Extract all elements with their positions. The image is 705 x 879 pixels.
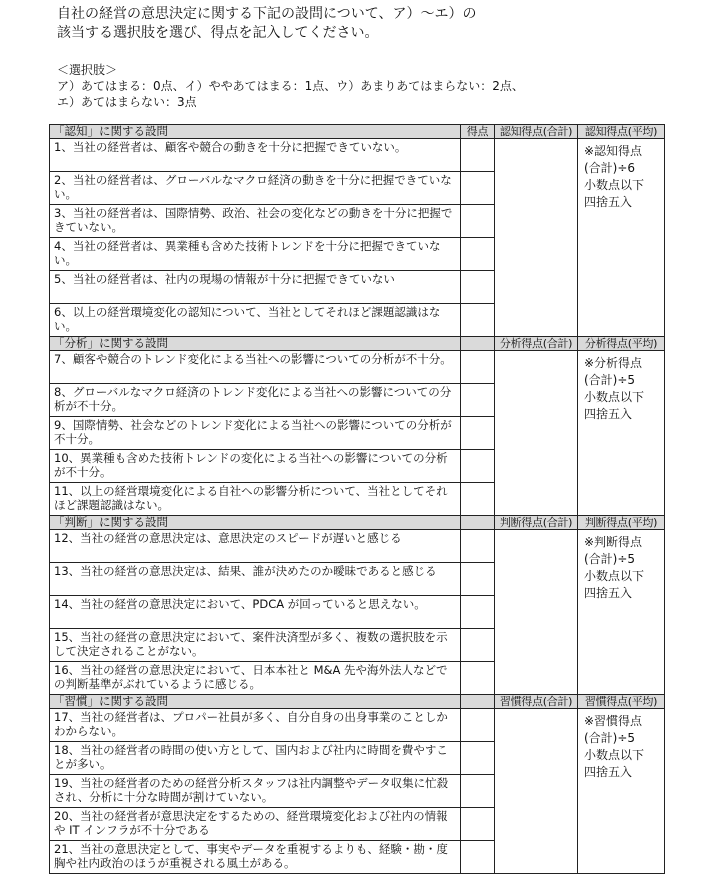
question-cell bbox=[50, 417, 461, 450]
calculation-note-line: 小数点以下 bbox=[584, 748, 645, 762]
total-score-cell[interactable] bbox=[495, 351, 578, 516]
choice-legend-line-2: エ）あてはまらない：3点 bbox=[57, 95, 197, 109]
question-cell bbox=[50, 139, 461, 172]
question-cell bbox=[50, 742, 461, 775]
calculation-note-line: (合計)÷5 bbox=[584, 731, 636, 745]
question-number: 18、 bbox=[54, 743, 81, 757]
question-number: 10、 bbox=[54, 451, 81, 465]
average-score-header: 認知得点(平均) bbox=[578, 125, 665, 139]
section-header-row bbox=[50, 695, 665, 709]
score-input-cell[interactable] bbox=[461, 596, 495, 629]
score-input-cell[interactable] bbox=[461, 530, 495, 563]
question-cell bbox=[50, 205, 461, 238]
question-cell bbox=[50, 530, 461, 563]
question-number: 3、 bbox=[54, 206, 73, 220]
question-cell bbox=[50, 775, 461, 808]
score-input-cell[interactable] bbox=[461, 304, 495, 337]
question-cell bbox=[50, 384, 461, 417]
question-number: 19、 bbox=[54, 776, 81, 790]
score-input-cell[interactable] bbox=[461, 483, 495, 516]
question-text: 当社の経営の意思決定は、意思決定のスピードが遅いと感じる bbox=[80, 531, 402, 545]
question-number: 6、 bbox=[54, 305, 73, 319]
total-score-header: 分析得点(合計) bbox=[495, 337, 578, 351]
questionnaire-table bbox=[49, 124, 665, 874]
question-cell bbox=[50, 172, 461, 205]
question-number: 20、 bbox=[54, 809, 81, 823]
question-text: 当社の経営の意思決定において、PDCA が回っていると思えない。 bbox=[80, 597, 426, 611]
score-input-cell[interactable] bbox=[461, 139, 495, 172]
calculation-note-line: 小数点以下 bbox=[584, 390, 645, 404]
score-input-cell[interactable] bbox=[461, 563, 495, 596]
score-input-cell[interactable] bbox=[461, 775, 495, 808]
section-label: 「認知」に関する設問 bbox=[50, 125, 461, 139]
score-column-header bbox=[461, 337, 495, 351]
average-score-cell[interactable] bbox=[578, 530, 665, 695]
score-column-header: 得点 bbox=[461, 125, 495, 139]
score-input-cell[interactable] bbox=[461, 841, 495, 874]
total-score-cell[interactable] bbox=[495, 530, 578, 695]
score-input-cell[interactable] bbox=[461, 742, 495, 775]
calculation-note-line: ※分析得点 bbox=[584, 356, 643, 370]
question-number: 7、 bbox=[54, 352, 73, 366]
instructions-line-2: 該当する選択肢を選び、得点を記入してください。 bbox=[57, 25, 379, 41]
score-input-cell[interactable] bbox=[461, 351, 495, 384]
score-input-cell[interactable] bbox=[461, 205, 495, 238]
question-cell bbox=[50, 596, 461, 629]
question-cell bbox=[50, 629, 461, 662]
score-input-cell[interactable] bbox=[461, 808, 495, 841]
average-score-cell[interactable] bbox=[578, 139, 665, 337]
section-header-row bbox=[50, 516, 665, 530]
question-cell bbox=[50, 808, 461, 841]
question-text: 当社の経営者は、プロパー社員が多く、自分自身の出身事業のことしかわからない。 bbox=[54, 710, 448, 738]
average-score-cell[interactable] bbox=[578, 351, 665, 516]
question-number: 14、 bbox=[54, 597, 81, 611]
average-score-header: 習慣得点(平均) bbox=[578, 695, 665, 709]
calculation-note bbox=[578, 530, 664, 602]
calculation-note bbox=[578, 709, 664, 781]
question-cell bbox=[50, 450, 461, 483]
calculation-note-line: 四捨五入 bbox=[584, 765, 633, 779]
question-number: 4、 bbox=[54, 239, 73, 253]
calculation-note-line: 四捨五入 bbox=[584, 195, 633, 209]
question-cell bbox=[50, 483, 461, 516]
question-cell bbox=[50, 351, 461, 384]
calculation-note-line: 小数点以下 bbox=[584, 569, 645, 583]
calculation-note-line: ※習慣得点 bbox=[584, 714, 643, 728]
question-text: 異業種も含めた技術トレンドの変化による当社への影響についての分析が不十分。 bbox=[54, 451, 448, 479]
calculation-note-line: 四捨五入 bbox=[584, 407, 633, 421]
score-input-cell[interactable] bbox=[461, 271, 495, 304]
question-cell bbox=[50, 238, 461, 271]
question-text: 以上の経営環境変化による自社への影響分析について、当社としてそれほど課題認識はない。 bbox=[54, 484, 448, 512]
calculation-note-line: (合計)÷5 bbox=[584, 552, 636, 566]
question-text: 顧客や競合のトレンド変化による当社への影響についての分析が不十分。 bbox=[72, 352, 452, 366]
score-input-cell[interactable] bbox=[461, 417, 495, 450]
calculation-note-line: 小数点以下 bbox=[584, 178, 645, 192]
question-cell bbox=[50, 662, 461, 695]
total-score-header: 判断得点(合計) bbox=[495, 516, 578, 530]
question-text: 当社の経営者は、異業種も含めた技術トレンドを十分に把握できていない。 bbox=[54, 239, 441, 267]
total-score-cell[interactable] bbox=[495, 139, 578, 337]
question-cell bbox=[50, 563, 461, 596]
total-score-header: 認知得点(合計) bbox=[495, 125, 578, 139]
score-column-header bbox=[461, 695, 495, 709]
question-text: 当社の経営者は、グローバルなマクロ経済の動きを十分に把握できていない。 bbox=[54, 173, 452, 201]
score-input-cell[interactable] bbox=[461, 172, 495, 205]
total-score-header: 習慣得点(合計) bbox=[495, 695, 578, 709]
question-text: 当社の経営の意思決定において、案件決済型が多く、複数の選択肢を示して決定されることがない。 bbox=[54, 630, 448, 658]
section-label: 「習慣」に関する設問 bbox=[50, 695, 461, 709]
question-row bbox=[50, 351, 665, 384]
choice-legend-heading: ＜選択肢＞ bbox=[57, 63, 118, 77]
question-text: 当社の経営の意思決定は、結果、誰が決めたのか曖昧であると感じる bbox=[80, 564, 437, 578]
instructions bbox=[57, 5, 657, 43]
question-text: 当社の経営者が意思決定をするための、経営環境変化および社内の情報や IT インフラが不十分である bbox=[54, 809, 448, 837]
question-number: 16、 bbox=[54, 663, 81, 677]
total-score-cell[interactable] bbox=[495, 709, 578, 874]
calculation-note-line: ※判断得点 bbox=[584, 535, 643, 549]
calculation-note-line: (合計)÷6 bbox=[584, 161, 636, 175]
choice-legend bbox=[57, 62, 697, 110]
question-number: 21、 bbox=[54, 842, 81, 856]
question-cell bbox=[50, 709, 461, 742]
question-text: 当社の経営者は、社内の現場の情報が十分に把握できていない bbox=[72, 272, 395, 286]
question-row bbox=[50, 139, 665, 172]
question-row bbox=[50, 530, 665, 563]
question-number: 17、 bbox=[54, 710, 81, 724]
average-score-header: 判断得点(平均) bbox=[578, 516, 665, 530]
question-number: 5、 bbox=[54, 272, 73, 286]
calculation-note bbox=[578, 351, 664, 423]
question-number: 13、 bbox=[54, 564, 81, 578]
calculation-note-line: ※認知得点 bbox=[584, 144, 643, 158]
question-text: 以上の経営環境変化の認知について、当社としてそれほど課題認識はない。 bbox=[54, 305, 441, 333]
question-number: 1、 bbox=[54, 140, 73, 154]
score-input-cell[interactable] bbox=[461, 238, 495, 271]
question-text: グローバルなマクロ経済のトレンド変化による当社への影響についての分析が不十分。 bbox=[54, 385, 452, 413]
question-text: 国際情勢、社会などのトレンド変化による当社への影響についての分析が不十分。 bbox=[54, 418, 452, 446]
average-score-cell[interactable] bbox=[578, 709, 665, 874]
question-text: 当社の経営の意思決定において、日本本社と M&A 先や海外法人などでの判断基準がぶれているように感じる。 bbox=[54, 663, 448, 691]
section-header-row bbox=[50, 125, 665, 139]
score-input-cell[interactable] bbox=[461, 709, 495, 742]
calculation-note-line: 四捨五入 bbox=[584, 586, 633, 600]
question-text: 当社の経営者の時間の使い方として、国内および社内に時間を費やすことが多い。 bbox=[54, 743, 448, 771]
question-cell bbox=[50, 271, 461, 304]
question-text: 当社の意思決定として、事実やデータを重視するよりも、経験・勘・度胸や社内政治のほうが重視される風土がある。 bbox=[54, 842, 448, 870]
question-number: 12、 bbox=[54, 531, 81, 545]
question-row bbox=[50, 709, 665, 742]
section-header-row bbox=[50, 337, 665, 351]
section-label: 「分析」に関する設問 bbox=[50, 337, 461, 351]
score-input-cell[interactable] bbox=[461, 450, 495, 483]
question-number: 11、 bbox=[54, 484, 81, 498]
score-input-cell[interactable] bbox=[461, 384, 495, 417]
question-text: 当社の経営者のための経営分析スタッフは社内調整やデータ収集に忙殺され、分析に十分な時間が割けていない。 bbox=[54, 776, 449, 804]
score-input-cell[interactable] bbox=[461, 629, 495, 662]
question-cell bbox=[50, 841, 461, 874]
question-number: 15、 bbox=[54, 630, 81, 644]
calculation-note bbox=[578, 139, 664, 211]
question-number: 9、 bbox=[54, 418, 73, 432]
question-number: 8、 bbox=[54, 385, 73, 399]
average-score-header: 分析得点(平均) bbox=[578, 337, 665, 351]
choice-legend-line-1: ア）あてはまる：0点、イ）ややあてはまる：1点、ウ）あまりあてはまらない：2点、 bbox=[57, 79, 524, 93]
instructions-line-1: 自社の経営の意思決定に関する下記の設問について、ア）〜エ）の bbox=[57, 6, 477, 22]
score-column-header bbox=[461, 516, 495, 530]
question-text: 当社の経営者は、顧客や競合の動きを十分に把握できていない。 bbox=[72, 140, 407, 154]
score-input-cell[interactable] bbox=[461, 662, 495, 695]
section-label: 「判断」に関する設問 bbox=[50, 516, 461, 530]
calculation-note-line: (合計)÷5 bbox=[584, 373, 636, 387]
question-cell bbox=[50, 304, 461, 337]
question-text: 当社の経営者は、国際情勢、政治、社会の変化などの動きを十分に把握できていない。 bbox=[54, 206, 453, 234]
question-number: 2、 bbox=[54, 173, 73, 187]
